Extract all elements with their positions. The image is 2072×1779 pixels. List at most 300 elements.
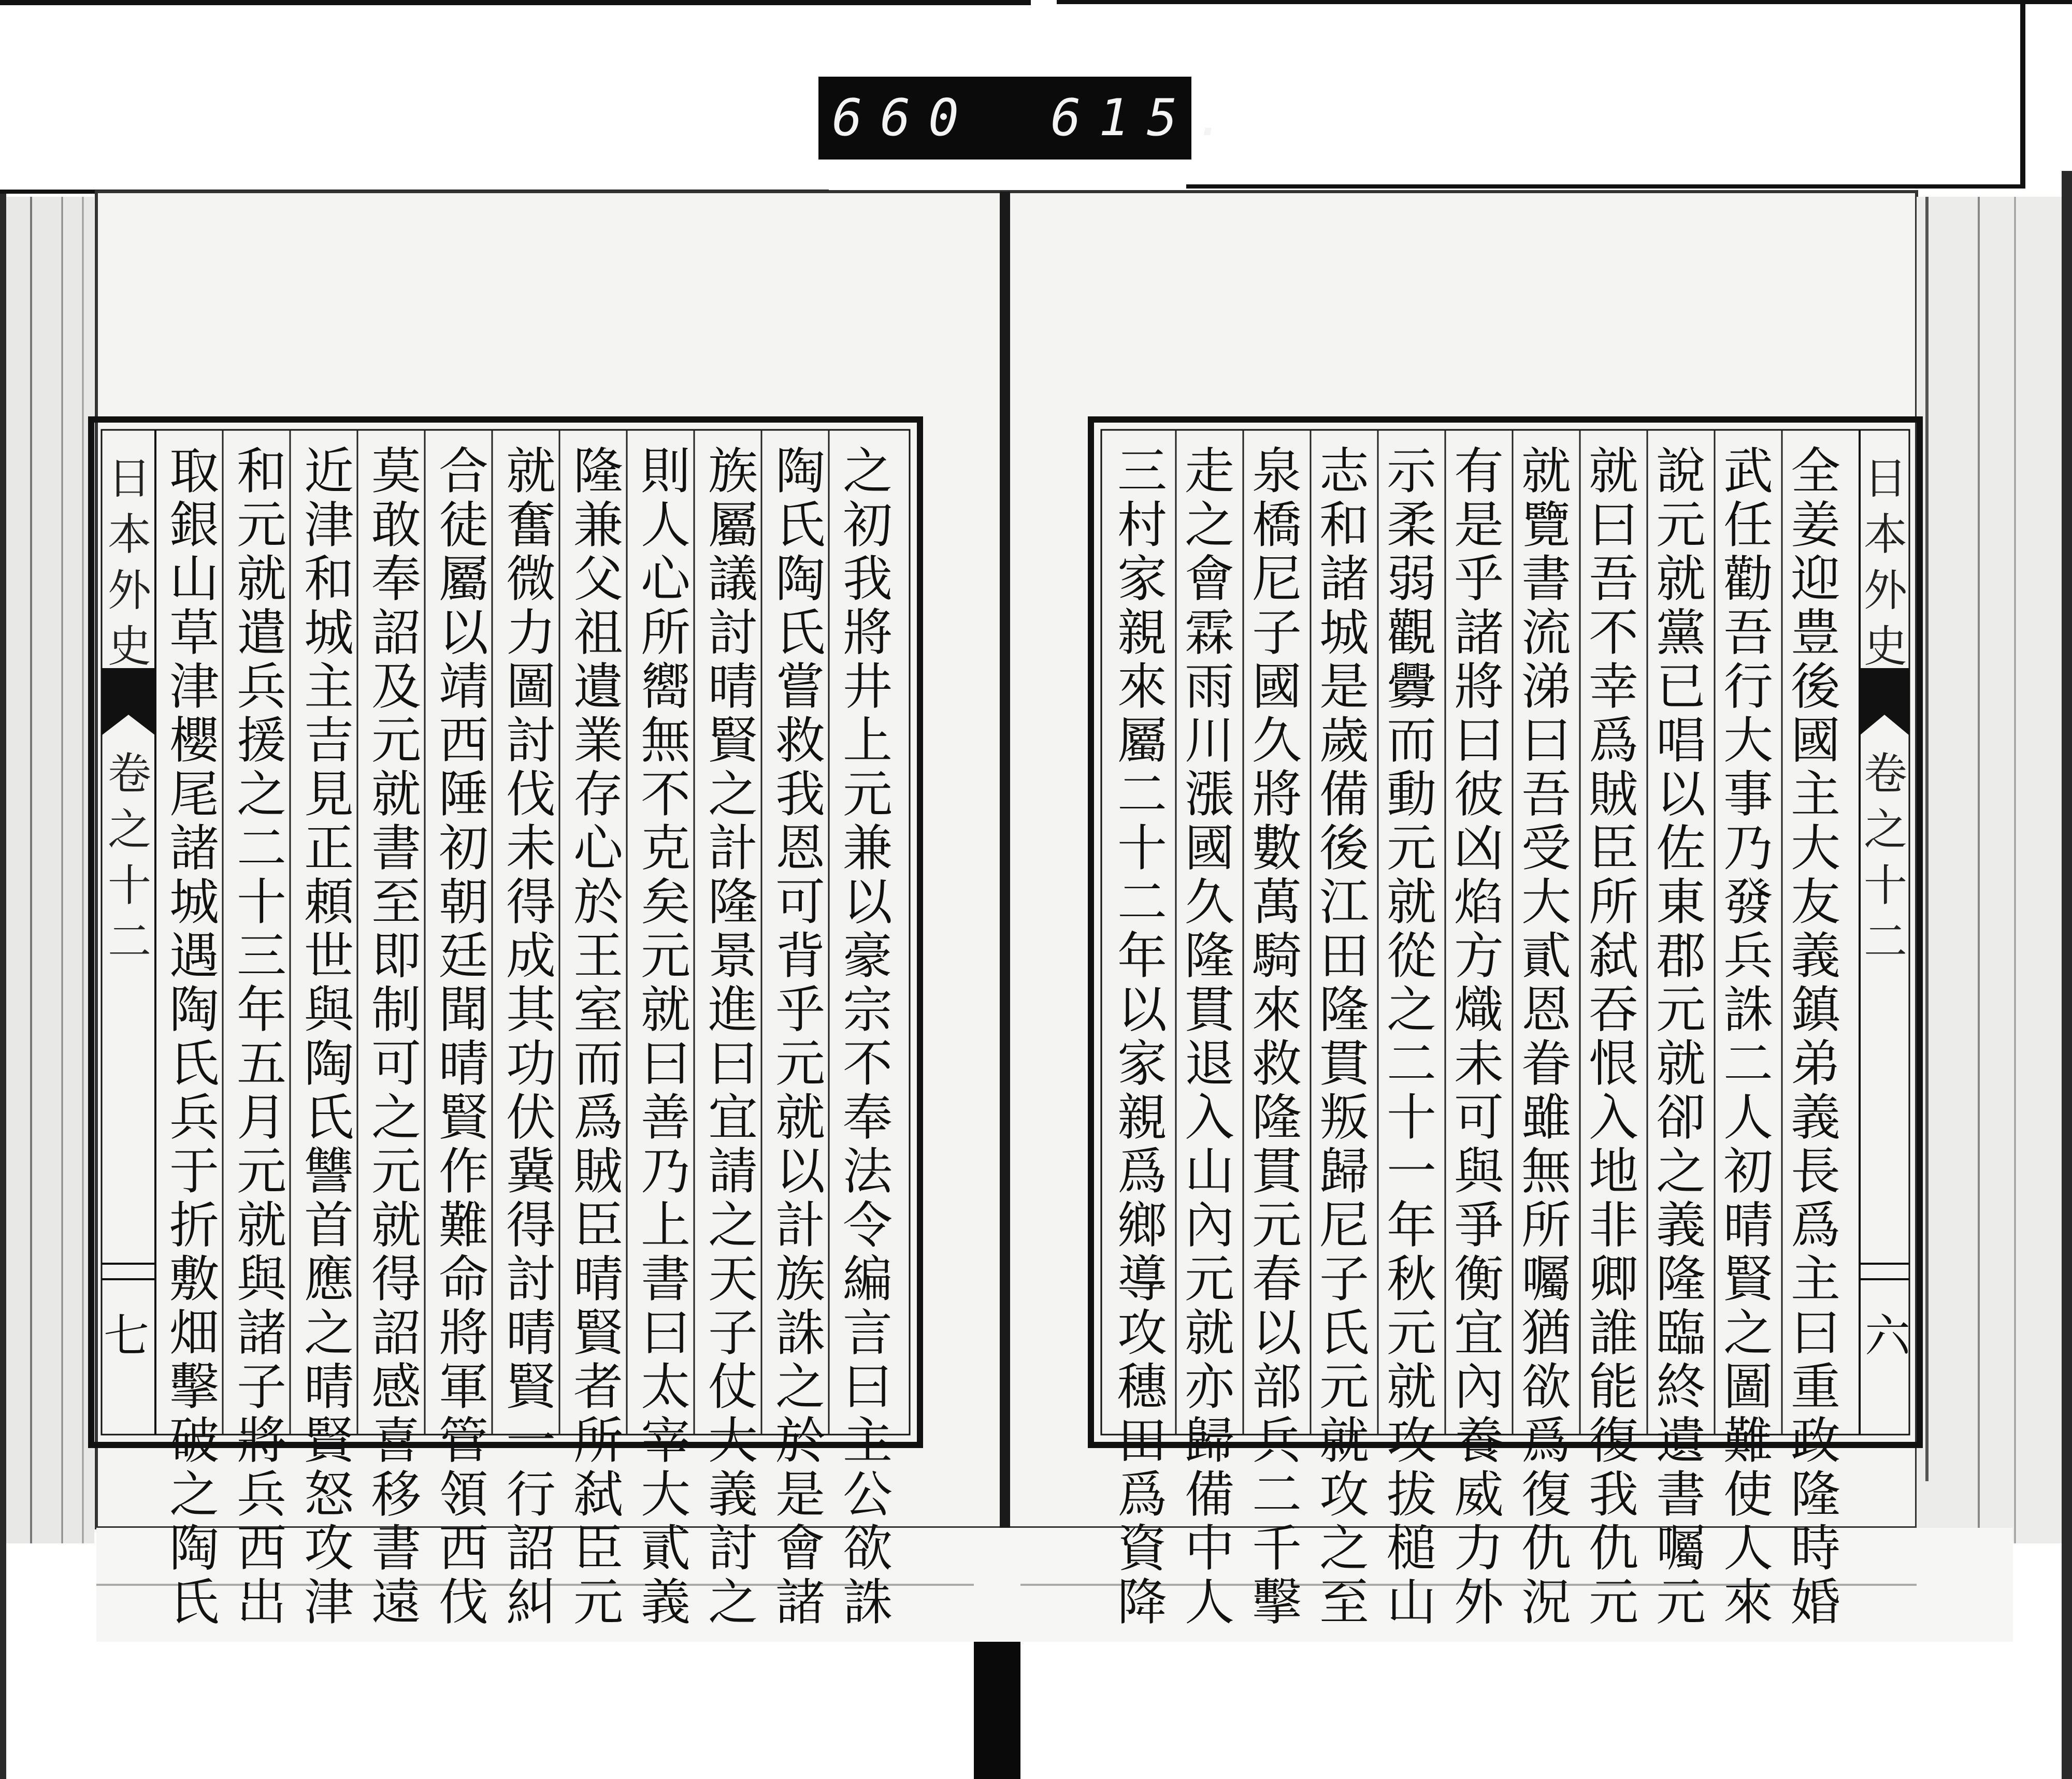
glyph: 非 bbox=[1589, 1196, 1638, 1254]
glyph: 書 bbox=[371, 819, 421, 877]
glyph: 讐 bbox=[304, 1142, 354, 1201]
glyph: 幸 bbox=[1589, 658, 1638, 716]
glyph: 氏 bbox=[169, 1573, 219, 1631]
glyph: 陶 bbox=[169, 981, 219, 1039]
glyph: 雖 bbox=[1521, 1089, 1571, 1147]
glyph: 室 bbox=[573, 981, 623, 1039]
glyph: 之 bbox=[237, 765, 286, 823]
glyph: 陶 bbox=[304, 1035, 354, 1093]
glyph: 吾 bbox=[1589, 550, 1638, 608]
glyph: 外 bbox=[1454, 1573, 1504, 1631]
glyph: 公 bbox=[843, 1466, 893, 1524]
glyph: 亦 bbox=[1185, 1358, 1234, 1416]
glyph: 之 bbox=[1656, 1142, 1706, 1201]
glyph: 尼 bbox=[1252, 550, 1302, 608]
glyph: 使 bbox=[1723, 1466, 1773, 1524]
glyph: 伐 bbox=[506, 765, 556, 823]
text-column bbox=[1785, 444, 1847, 1629]
glyph: 得 bbox=[371, 1250, 421, 1308]
glyph: 陶 bbox=[169, 1520, 219, 1578]
glyph: 元 bbox=[1252, 1196, 1302, 1254]
glyph: 曰 bbox=[1791, 1304, 1840, 1362]
glyph: 備 bbox=[1185, 1466, 1234, 1524]
glyph: 背 bbox=[775, 927, 825, 985]
glyph: 內 bbox=[1185, 1196, 1234, 1254]
glyph: 退 bbox=[1185, 1035, 1234, 1093]
glyph: 城 bbox=[1319, 604, 1369, 662]
glyph: 矣 bbox=[641, 873, 690, 931]
glyph: 則 bbox=[641, 442, 690, 500]
glyph: 國 bbox=[1791, 712, 1840, 770]
glyph: 焰 bbox=[1454, 873, 1504, 931]
glyph: 草 bbox=[169, 604, 219, 662]
glyph: 編 bbox=[843, 1250, 893, 1308]
glyph: 來 bbox=[1723, 1573, 1773, 1631]
glyph: 感 bbox=[371, 1358, 421, 1416]
glyph: 諸 bbox=[169, 819, 219, 877]
glyph: 元 bbox=[1656, 1573, 1706, 1631]
glyph: 義 bbox=[708, 1466, 758, 1524]
glyph: 年 bbox=[1117, 927, 1167, 985]
glyph: 臣 bbox=[1589, 819, 1638, 877]
glyph: 爲 bbox=[1117, 1142, 1167, 1201]
glyph: 討 bbox=[506, 712, 556, 770]
glyph: 莫 bbox=[371, 442, 421, 500]
glyph: 從 bbox=[1387, 927, 1436, 985]
glyph: 以 bbox=[1656, 765, 1706, 823]
glyph: 我 bbox=[775, 765, 825, 823]
text-column bbox=[769, 444, 831, 1629]
glyph: 誅 bbox=[775, 1304, 825, 1362]
glyph: 遺 bbox=[1656, 1412, 1706, 1470]
glyph: 本 bbox=[107, 509, 151, 560]
glyph: 政 bbox=[1791, 1412, 1840, 1470]
text-column bbox=[298, 444, 360, 1629]
glyph: 宜 bbox=[708, 1089, 758, 1147]
glyph: 爲 bbox=[1521, 1412, 1571, 1470]
glyph: 乃 bbox=[641, 1142, 690, 1201]
glyph: 覽 bbox=[1521, 496, 1571, 554]
glyph: 主 bbox=[1791, 1250, 1840, 1308]
glyph: 吉 bbox=[304, 712, 354, 770]
glyph: 觀 bbox=[1387, 604, 1436, 662]
glyph: 心 bbox=[573, 819, 623, 877]
glyph: 將 bbox=[439, 1304, 488, 1362]
glyph: 養 bbox=[1454, 1412, 1504, 1470]
glyph: 討 bbox=[506, 1250, 556, 1308]
glyph: 與 bbox=[304, 981, 354, 1039]
glyph: 賢 bbox=[439, 1089, 488, 1147]
glyph: 發 bbox=[1723, 873, 1773, 931]
glyph: 拔 bbox=[1387, 1466, 1436, 1524]
glyph: 擊 bbox=[1252, 1573, 1302, 1631]
glyph: 元 bbox=[1589, 1573, 1638, 1631]
glyph: 曰 bbox=[641, 1035, 690, 1093]
glyph: 眷 bbox=[1521, 1035, 1571, 1093]
glyph: 部 bbox=[1252, 1358, 1302, 1416]
glyph: 兵 bbox=[237, 1466, 286, 1524]
glyph: 力 bbox=[506, 604, 556, 662]
glyph: 破 bbox=[169, 1412, 219, 1470]
glyph: 元 bbox=[1319, 1358, 1369, 1416]
text-column bbox=[1313, 444, 1375, 1629]
glyph: 卷 bbox=[107, 748, 151, 799]
glyph: 晴 bbox=[708, 658, 758, 716]
glyph: 管 bbox=[439, 1412, 488, 1470]
glyph: 難 bbox=[1723, 1412, 1773, 1470]
glyph: 元 bbox=[237, 496, 286, 554]
glyph: 備 bbox=[1319, 765, 1369, 823]
glyph: 及 bbox=[371, 658, 421, 716]
glyph: 救 bbox=[775, 712, 825, 770]
glyph: 欲 bbox=[1521, 1358, 1571, 1416]
text-column bbox=[1178, 444, 1241, 1629]
glyph: 隆 bbox=[1656, 1250, 1706, 1308]
glyph: 能 bbox=[1589, 1358, 1638, 1416]
text-column bbox=[1246, 444, 1308, 1629]
glyph: 就 bbox=[237, 550, 286, 608]
glyph: 至 bbox=[1319, 1573, 1369, 1631]
glyph: 以 bbox=[1117, 981, 1167, 1039]
glyph: 祖 bbox=[573, 604, 623, 662]
glyph: 以 bbox=[775, 1142, 825, 1201]
glyph: 令 bbox=[843, 1196, 893, 1254]
glyph: 而 bbox=[573, 1035, 623, 1093]
glyph: 降 bbox=[1117, 1573, 1167, 1631]
glyph: 涕 bbox=[1521, 658, 1571, 716]
text-column bbox=[635, 444, 697, 1629]
glyph: 就 bbox=[371, 765, 421, 823]
glyph: 難 bbox=[439, 1196, 488, 1254]
glyph: 屬 bbox=[1117, 712, 1167, 770]
glyph: 頼 bbox=[304, 873, 354, 931]
glyph: 大 bbox=[708, 1412, 758, 1470]
glyph: 主 bbox=[843, 1412, 893, 1470]
glyph: 十 bbox=[1117, 819, 1167, 877]
glyph: 敷 bbox=[169, 1250, 219, 1308]
glyph: 後 bbox=[1319, 819, 1369, 877]
glyph: 賢 bbox=[573, 1304, 623, 1362]
glyph: 二 bbox=[1387, 1035, 1436, 1093]
microfilm-frame-number bbox=[818, 77, 1244, 160]
glyph: 西 bbox=[237, 1520, 286, 1578]
glyph: 仗 bbox=[708, 1358, 758, 1416]
glyph: 所 bbox=[1589, 873, 1638, 931]
glyph: 萬 bbox=[1252, 873, 1302, 931]
glyph: 得 bbox=[506, 873, 556, 931]
glyph: 史 bbox=[1863, 621, 1907, 672]
glyph: 與 bbox=[1454, 1142, 1504, 1201]
glyph: 卻 bbox=[1656, 1089, 1706, 1147]
glyph: 元 bbox=[641, 927, 690, 985]
glyph: 就 bbox=[237, 1196, 286, 1254]
glyph: 元 bbox=[1387, 819, 1436, 877]
glyph: 乎 bbox=[775, 981, 825, 1039]
glyph: 爲 bbox=[1589, 712, 1638, 770]
glyph: 尼 bbox=[1319, 1196, 1369, 1254]
glyph: 千 bbox=[1252, 1520, 1302, 1578]
glyph: 諸 bbox=[775, 1573, 825, 1631]
glyph: 終 bbox=[1656, 1358, 1706, 1416]
glyph: 子 bbox=[237, 1358, 286, 1416]
glyph: 賢 bbox=[708, 712, 758, 770]
glyph: 賢 bbox=[304, 1412, 354, 1470]
glyph: 穗 bbox=[1117, 1358, 1167, 1416]
glyph: 作 bbox=[439, 1142, 488, 1201]
glyph: 心 bbox=[641, 550, 690, 608]
glyph: 兵 bbox=[1252, 1412, 1302, 1470]
text-column bbox=[1582, 444, 1645, 1629]
glyph: 元 bbox=[1656, 981, 1706, 1039]
glyph: 所 bbox=[1521, 1196, 1571, 1254]
glyph: 二 bbox=[1117, 765, 1167, 823]
glyph: 晴 bbox=[1723, 1196, 1773, 1254]
glyph: 曰 bbox=[708, 1035, 758, 1093]
glyph: 就 bbox=[1656, 550, 1706, 608]
glyph: 弑 bbox=[573, 1466, 623, 1524]
glyph: 討 bbox=[708, 1520, 758, 1578]
glyph: 世 bbox=[304, 927, 354, 985]
glyph: 曰 bbox=[1521, 712, 1571, 770]
glyph: 糾 bbox=[506, 1573, 556, 1631]
glyph: 彼 bbox=[1454, 765, 1504, 823]
glyph: 重 bbox=[1791, 1358, 1840, 1416]
glyph: 以 bbox=[1252, 1304, 1302, 1362]
glyph: 二 bbox=[1252, 1466, 1302, 1524]
glyph: 出 bbox=[237, 1573, 286, 1631]
glyph: 橋 bbox=[1252, 496, 1302, 554]
glyph: 隆 bbox=[1791, 1466, 1840, 1524]
glyph: 伐 bbox=[439, 1573, 488, 1631]
glyph: 櫻 bbox=[169, 712, 219, 770]
glyph: 嘗 bbox=[775, 658, 825, 716]
glyph: 子 bbox=[1319, 1250, 1369, 1308]
glyph: 復 bbox=[1589, 1412, 1638, 1470]
glyph: 天 bbox=[708, 1250, 758, 1308]
glyph: 吾 bbox=[1521, 765, 1571, 823]
glyph: 歸 bbox=[1319, 1142, 1369, 1201]
glyph: 義 bbox=[641, 1573, 690, 1631]
glyph: 說 bbox=[1656, 442, 1706, 500]
glyph: 遠 bbox=[371, 1573, 421, 1631]
glyph: 兼 bbox=[573, 496, 623, 554]
glyph: 尾 bbox=[169, 765, 219, 823]
glyph: 奉 bbox=[371, 550, 421, 608]
glyph: 豪 bbox=[843, 927, 893, 985]
glyph: 有 bbox=[1454, 442, 1504, 500]
glyph: 太 bbox=[641, 1358, 690, 1416]
glyph: 元 bbox=[371, 712, 421, 770]
glyph: 之 bbox=[843, 442, 893, 500]
glyph: 子 bbox=[1252, 604, 1302, 662]
glyph: 計 bbox=[708, 819, 758, 877]
glyph: 救 bbox=[1252, 1035, 1302, 1093]
glyph: 冀 bbox=[506, 1142, 556, 1201]
glyph: 之 bbox=[1319, 1520, 1369, 1578]
glyph: 元 bbox=[843, 765, 893, 823]
glyph: 取 bbox=[169, 442, 219, 500]
glyph: 攻 bbox=[1117, 1304, 1167, 1362]
glyph: 川 bbox=[1185, 712, 1234, 770]
glyph: 親 bbox=[1117, 604, 1167, 662]
glyph: 義 bbox=[1791, 927, 1840, 985]
glyph: 元 bbox=[371, 1142, 421, 1201]
glyph: 擊 bbox=[169, 1358, 219, 1416]
glyph: 書 bbox=[641, 1250, 690, 1308]
glyph: 氏 bbox=[169, 1035, 219, 1093]
glyph: 主 bbox=[1791, 765, 1840, 823]
glyph: 存 bbox=[573, 765, 623, 823]
glyph: 隆 bbox=[1185, 927, 1234, 985]
glyph: 一 bbox=[506, 1412, 556, 1470]
glyph: 族 bbox=[775, 1250, 825, 1308]
glyph: 元 bbox=[1387, 1304, 1436, 1362]
right-leaf-number: 六 bbox=[1865, 1309, 1911, 1363]
glyph: 貫 bbox=[1252, 1142, 1302, 1201]
glyph: 遺 bbox=[573, 658, 623, 716]
glyph: 城 bbox=[304, 604, 354, 662]
glyph: 諸 bbox=[1454, 604, 1504, 662]
glyph: 畑 bbox=[169, 1304, 219, 1362]
glyph: 圖 bbox=[506, 658, 556, 716]
glyph: 弱 bbox=[1387, 550, 1436, 608]
glyph: 鎮 bbox=[1791, 981, 1840, 1039]
glyph: 遇 bbox=[169, 927, 219, 985]
glyph: 兵 bbox=[237, 658, 286, 716]
glyph: 二 bbox=[1863, 916, 1907, 967]
glyph: 大 bbox=[1791, 819, 1840, 877]
glyph: 津 bbox=[304, 1573, 354, 1631]
glyph: 國 bbox=[1185, 819, 1234, 877]
glyph: 勸 bbox=[1723, 550, 1773, 608]
glyph: 入 bbox=[1589, 1089, 1638, 1147]
glyph: 三 bbox=[1117, 442, 1167, 500]
right-margin-volume bbox=[1862, 746, 1909, 970]
glyph: 資 bbox=[1117, 1520, 1167, 1578]
glyph: 攻 bbox=[304, 1520, 354, 1578]
glyph: 即 bbox=[371, 927, 421, 985]
glyph: 一 bbox=[1387, 1142, 1436, 1201]
glyph: 攻 bbox=[1387, 1412, 1436, 1470]
glyph: 善 bbox=[641, 1089, 690, 1147]
glyph: 弟 bbox=[1791, 1035, 1840, 1093]
glyph: 弑 bbox=[1589, 927, 1638, 985]
glyph: 二 bbox=[107, 916, 151, 967]
glyph: 初 bbox=[1723, 1142, 1773, 1201]
glyph: 秋 bbox=[1387, 1250, 1436, 1308]
glyph: 年 bbox=[1387, 1196, 1436, 1254]
glyph: 山 bbox=[169, 550, 219, 608]
text-column bbox=[231, 444, 293, 1629]
glyph: 書 bbox=[1656, 1466, 1706, 1524]
glyph: 父 bbox=[573, 550, 623, 608]
glyph: 徒 bbox=[439, 496, 488, 554]
glyph: 書 bbox=[1521, 550, 1571, 608]
glyph: 未 bbox=[506, 819, 556, 877]
glyph: 久 bbox=[1252, 712, 1302, 770]
glyph: 得 bbox=[506, 1196, 556, 1254]
glyph: 就 bbox=[506, 442, 556, 500]
glyph: 乎 bbox=[1454, 550, 1504, 608]
glyph: 廷 bbox=[439, 927, 488, 985]
glyph: 和 bbox=[237, 442, 286, 500]
glyph: 之 bbox=[708, 1573, 758, 1631]
glyph: 曰 bbox=[843, 1358, 893, 1416]
glyph: 示 bbox=[1387, 442, 1436, 500]
glyph: 志 bbox=[1319, 442, 1369, 500]
glyph: 討 bbox=[708, 604, 758, 662]
glyph: 諸 bbox=[237, 1304, 286, 1362]
glyph: 日 bbox=[1863, 453, 1907, 504]
glyph: 將 bbox=[843, 604, 893, 662]
glyph: 就 bbox=[1656, 1035, 1706, 1093]
glyph: 奉 bbox=[843, 1089, 893, 1147]
glyph: 氏 bbox=[304, 1089, 354, 1147]
glyph: 奮 bbox=[506, 496, 556, 554]
glyph: 詔 bbox=[506, 1520, 556, 1578]
glyph: 吞 bbox=[1589, 981, 1638, 1039]
glyph: 田 bbox=[1117, 1412, 1167, 1470]
frame-number-left: 660 bbox=[832, 89, 977, 148]
glyph: 流 bbox=[1521, 604, 1571, 662]
glyph: 遣 bbox=[237, 604, 286, 662]
glyph: 之 bbox=[107, 804, 151, 855]
glyph: 外 bbox=[107, 565, 151, 616]
glyph: 晴 bbox=[573, 1250, 623, 1308]
glyph: 宗 bbox=[843, 981, 893, 1039]
glyph: 上 bbox=[843, 712, 893, 770]
glyph: 可 bbox=[775, 873, 825, 931]
glyph: 泉 bbox=[1252, 442, 1302, 500]
glyph: 豊 bbox=[1791, 604, 1840, 662]
text-column bbox=[433, 444, 495, 1629]
glyph: 時 bbox=[1791, 1520, 1840, 1578]
glyph: 至 bbox=[371, 873, 421, 931]
glyph: 折 bbox=[169, 1196, 219, 1254]
glyph: 況 bbox=[1521, 1573, 1571, 1631]
glyph: 爲 bbox=[573, 1089, 623, 1147]
glyph: 不 bbox=[641, 765, 690, 823]
glyph: 入 bbox=[1185, 1089, 1234, 1147]
glyph: 詔 bbox=[371, 1304, 421, 1362]
glyph: 氏 bbox=[1319, 1304, 1369, 1362]
glyph: 乃 bbox=[1723, 819, 1773, 877]
glyph: 叛 bbox=[1319, 1089, 1369, 1147]
glyph: 日 bbox=[107, 453, 151, 504]
glyph: 婚 bbox=[1791, 1573, 1840, 1631]
glyph: 聞 bbox=[439, 981, 488, 1039]
glyph: 屬 bbox=[439, 550, 488, 608]
glyph: 敢 bbox=[371, 496, 421, 554]
glyph: 元 bbox=[1185, 1250, 1234, 1308]
glyph: 力 bbox=[1454, 1520, 1504, 1578]
glyph: 子 bbox=[708, 1304, 758, 1362]
glyph: 凶 bbox=[1454, 819, 1504, 877]
glyph: 行 bbox=[506, 1466, 556, 1524]
glyph: 大 bbox=[1521, 873, 1571, 931]
glyph: 曰 bbox=[641, 1304, 690, 1362]
glyph: 正 bbox=[304, 819, 354, 877]
glyph: 曰 bbox=[1454, 712, 1504, 770]
glyph: 吾 bbox=[1723, 604, 1773, 662]
glyph: 全 bbox=[1791, 442, 1840, 500]
glyph: 陶 bbox=[775, 550, 825, 608]
glyph: 元 bbox=[237, 1142, 286, 1201]
glyph: 雨 bbox=[1185, 658, 1234, 716]
glyph: 內 bbox=[1454, 1358, 1504, 1416]
glyph: 之 bbox=[1185, 496, 1234, 554]
glyph: 卷 bbox=[1863, 748, 1907, 799]
